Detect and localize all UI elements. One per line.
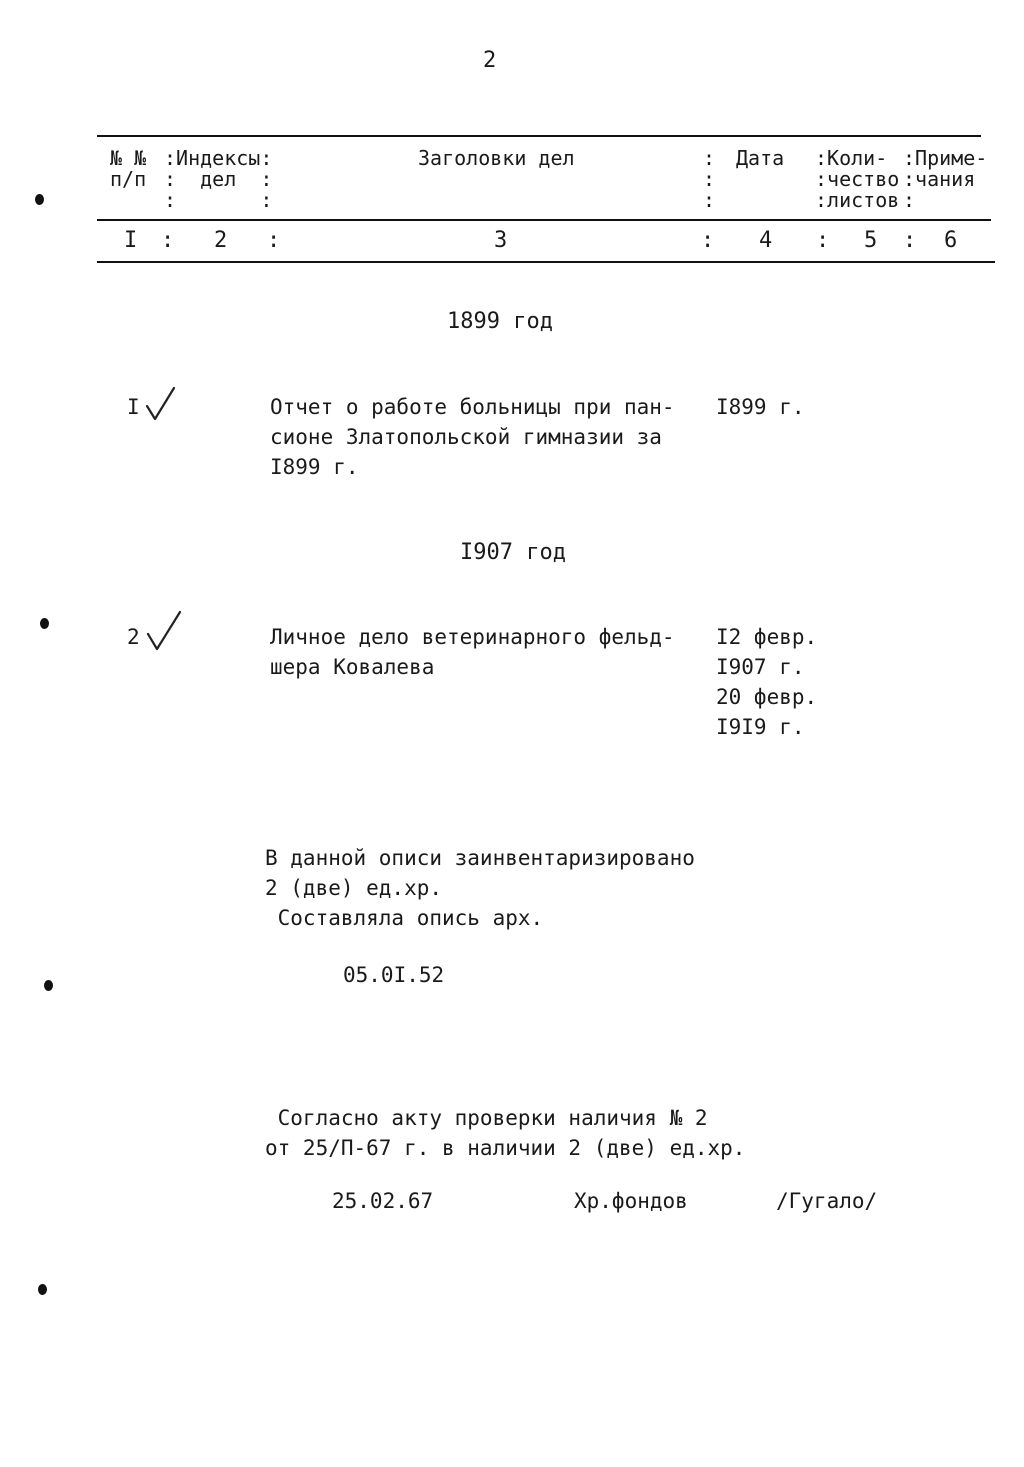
verification-position: Хр.фондов: [574, 1189, 688, 1213]
entry-title: Отчет о работе больницы при пан- сионе Златопольской гимназии за I899 г.: [270, 395, 675, 479]
column-number-5: 5: [864, 228, 878, 253]
entry-title: Личное дело ветеринарного фельд- шера Ковалева: [270, 625, 675, 679]
checkmark-icon: [144, 384, 178, 424]
table-top-rule: [97, 135, 981, 137]
entry-number: I: [127, 395, 140, 419]
punch-hole: [35, 194, 44, 205]
header-col-index: :Индексы: : дел : : :: [164, 146, 273, 212]
verification-date: 25.02.67: [332, 1189, 434, 1213]
section-year: I907 год: [460, 540, 566, 565]
header-col-separator: : : :: [703, 146, 716, 212]
column-separator-5: :: [903, 228, 917, 253]
checkmark-icon: [144, 608, 184, 654]
column-number-4: 4: [759, 228, 773, 253]
table-middle-rule: [97, 219, 991, 221]
header-col-date: Дата: [736, 146, 785, 170]
punch-hole: [40, 618, 49, 629]
column-separator-2: :: [267, 228, 281, 253]
column-separator-3: :: [701, 228, 715, 253]
verification-text: Согласно акту проверки наличия № 2 от 25/П-67 г. в наличии 2 (две) ед.хр.: [265, 1106, 746, 1160]
header-col-notes: :Приме- :чания :: [903, 146, 988, 212]
entry-date: I899 г.: [716, 395, 805, 419]
column-number-1: I: [124, 228, 138, 253]
verification-signature-name: /Гугало/: [776, 1189, 878, 1213]
column-number-2: 2: [214, 228, 228, 253]
column-separator-1: :: [161, 228, 175, 253]
punch-hole: [44, 980, 53, 991]
column-separator-4: :: [816, 228, 830, 253]
punch-hole: [38, 1284, 47, 1295]
summary-text: В данной описи заинвентаризировано 2 (две) ед.хр. Составляла опись арх.: [265, 846, 695, 930]
header-col-title: Заголовки дел: [418, 146, 575, 170]
summary-date: 05.0I.52: [343, 963, 445, 987]
entry-number: 2: [127, 625, 140, 649]
page-number: 2: [483, 48, 497, 73]
header-col-sheets: :Коли- :чество :листов: [815, 146, 900, 212]
column-number-3: 3: [494, 228, 508, 253]
table-bottom-rule: [97, 261, 995, 263]
header-col-number: № № п/п: [110, 146, 147, 191]
section-year: 1899 год: [447, 309, 553, 334]
column-number-6: 6: [944, 228, 958, 253]
entry-date: I2 февр. I907 г. 20 февр. I9I9 г.: [716, 625, 818, 739]
